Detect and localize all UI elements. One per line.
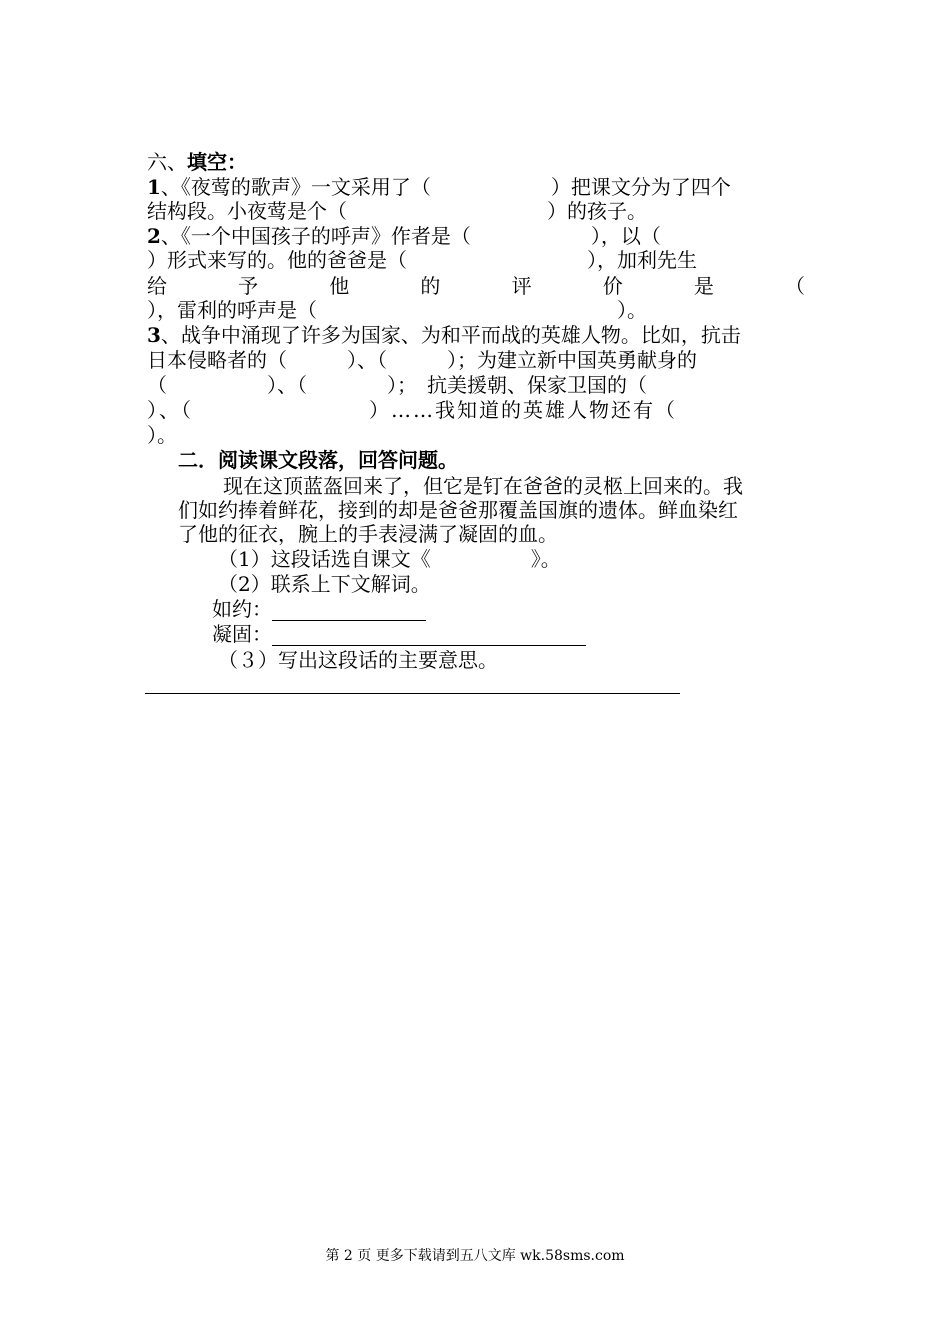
word-2-label: 凝固： [212,622,272,646]
word-2-answer-line[interactable] [272,623,586,646]
q3-text-5: ）。 [147,423,177,447]
passage-line-1: 现在这顶蓝盔回来了，但它是钉在爸爸的灵柩上回来的。我 [223,474,743,498]
section6-number: 六、 [147,150,187,174]
section6-title: 填空： [187,150,247,174]
word-1-answer-line[interactable] [272,598,426,621]
question-2: （2）联系上下文解词。 [218,572,431,596]
section2-title: 二．阅读课文段落，回答问题。 [178,448,458,472]
q2-char: （ [784,274,805,298]
section6-heading [147,150,247,174]
passage-line-3: 了他的征衣，腕上的手表浸满了凝固的血。 [178,522,558,546]
q2-char: 给 [147,274,167,298]
word-2-row [212,622,586,646]
q1-number: 1 [147,175,161,199]
q2-text-4: ），雷利的呼声是（ ）。 [147,298,647,322]
q3-text-3: （ ）、（ ）； 抗美援朝、保家卫国的（ [147,373,647,397]
q2-text-2: ）形式来写的。他的爸爸是（ ），加利先生 [147,248,697,272]
q1-text-2: 结构段。小夜莺是个（ ）的孩子。 [147,199,647,223]
q2-char: 他 [329,274,350,298]
q3-number: 3 [147,323,161,347]
q2-line1 [147,224,661,248]
question-3: （３）写出这段话的主要意思。 [218,648,498,672]
q3-text-4: ）、（ ）……我知道的英雄人物还有（ [147,398,677,422]
q1-line1 [147,175,805,199]
q2-text-1: 、《一个中国孩子的呼声》作者是（ ），以（ [160,224,661,248]
q3-text-2: 日本侵略者的（ ）、（ ）；为建立新中国英勇献身的 [147,348,697,372]
q2-char: 是 [693,274,714,298]
q2-number: 2 [147,224,161,248]
word-1-label: 如约： [212,597,272,621]
q3-line1 [147,323,741,347]
q1-text-1: 、《夜莺的歌声》一文采用了（ ）把课文分为了四个 [160,175,731,199]
q2-char: 评 [511,274,532,298]
question-3-answer-line[interactable] [145,693,680,694]
passage-line-2: 们如约捧着鲜花，接到的却是爸爸那覆盖国旗的遗体。鲜血染红 [178,498,738,522]
q2-line3 [147,274,805,298]
q2-char: 予 [238,274,259,298]
q2-char: 价 [602,274,623,298]
page-footer: 第 2 页 更多下载请到五八文库 wk.58sms.com [325,1248,625,1264]
q2-char: 的 [420,274,441,298]
word-1-row [212,597,426,621]
question-1: （1）这段话选自课文《 》。 [218,547,561,571]
q3-text-1: 、战争中涌现了许多为国家、为和平而战的英雄人物。比如，抗击 [160,323,741,347]
